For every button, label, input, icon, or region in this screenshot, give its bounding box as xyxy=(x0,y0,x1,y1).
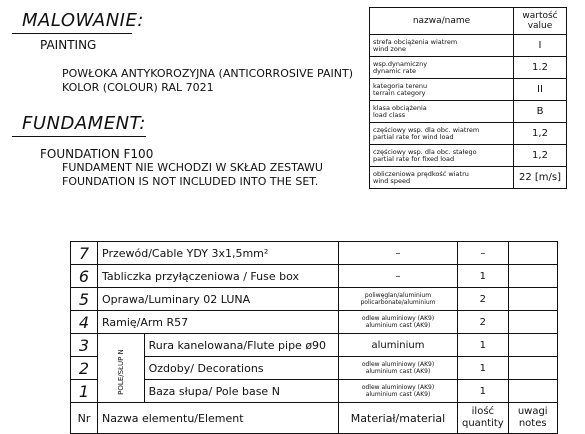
param-label-pl: wsp.dynamiczny xyxy=(373,59,428,68)
param-value: 1,2 xyxy=(514,123,567,145)
part-notes xyxy=(508,311,557,334)
part-material-en: aluminium cast (AK9) xyxy=(365,368,431,375)
part-material xyxy=(339,357,458,380)
part-material-en: aluminium cast (AK9) xyxy=(365,322,431,329)
parts-row xyxy=(71,265,558,288)
part-number: 1 xyxy=(71,380,98,403)
foundation-note-pl: FUNDAMENT NIE WCHODZI W SKŁAD ZESTAWU xyxy=(62,161,323,174)
param-label-en: wind zone xyxy=(373,44,406,53)
header-notes xyxy=(508,403,557,434)
part-number: 6 xyxy=(71,265,98,288)
part-name: Tabliczka przyłączeniowa / Fuse box xyxy=(98,265,339,288)
part-material-pl: poliwęglan/aluminium xyxy=(364,292,432,299)
param-label xyxy=(370,167,514,189)
header-quantity-pl: ilość xyxy=(471,406,495,417)
parts-row xyxy=(71,288,558,311)
param-value: B xyxy=(514,101,567,123)
parts-row xyxy=(71,334,558,357)
design-parameters-table xyxy=(369,7,567,189)
part-name: Przewód/Cable YDY 3x1,5mm² xyxy=(98,242,339,265)
part-name: Oprawa/Luminary 02 LUNA xyxy=(98,288,339,311)
param-label xyxy=(370,101,514,123)
part-material: – xyxy=(339,265,458,288)
param-header-value-en: value xyxy=(527,21,553,31)
part-material-en: aluminium cast (AK9) xyxy=(365,391,431,398)
part-notes xyxy=(508,242,557,265)
header-quantity-en: quantity xyxy=(462,418,504,429)
pole-group-text xyxy=(117,349,125,395)
part-material-pl: odlew aluminiowy (AK9) xyxy=(361,384,435,391)
param-label-pl: kategoria terenu xyxy=(373,81,428,90)
part-name: Rura kanelowana/Flute pipe ø90 xyxy=(144,334,338,357)
header-notes-pl: uwagi xyxy=(517,406,548,417)
param-label xyxy=(370,35,514,57)
param-value: II xyxy=(514,79,567,101)
header-material: Materiał/material xyxy=(339,403,458,434)
part-quantity: 1 xyxy=(458,357,509,380)
param-label xyxy=(370,79,514,101)
painting-title: MALOWANIE: xyxy=(22,10,144,31)
param-header-row xyxy=(370,8,567,35)
painting-coating-line: POWŁOKA ANTYKOROZYJNA (ANTICORROSIVE PAINT) xyxy=(62,67,353,80)
header-nr: Nr xyxy=(71,403,98,434)
part-material-en: policarbonate/aluminium xyxy=(360,299,436,306)
param-header-value-pl: wartość xyxy=(522,11,558,21)
part-number: 3 xyxy=(71,334,98,357)
param-label-en: partial rate for wind load xyxy=(373,132,454,141)
param-row xyxy=(370,57,567,79)
param-label-en: load class xyxy=(373,110,406,119)
part-material xyxy=(339,288,458,311)
param-label xyxy=(370,145,514,167)
part-notes xyxy=(508,288,557,311)
parts-list-table xyxy=(70,241,558,434)
parts-row xyxy=(71,311,558,334)
part-material-pl: odlew aluminiowy (AK9) xyxy=(361,315,435,322)
part-name: Baza słupa/ Pole base N xyxy=(144,380,338,403)
part-notes xyxy=(508,357,557,380)
part-material: aluminium xyxy=(339,334,458,357)
painting-colour-line: KOLOR (COLOUR) RAL 7021 xyxy=(62,81,214,94)
param-header-name: nazwa/name xyxy=(370,8,514,35)
parts-row xyxy=(71,242,558,265)
part-quantity: 1 xyxy=(458,265,509,288)
foundation-note-en: FOUNDATION IS NOT INCLUDED INTO THE SET. xyxy=(62,175,319,188)
param-label-en: terrain category xyxy=(373,88,426,97)
foundation-title-underline xyxy=(12,136,146,137)
param-header-value xyxy=(514,8,567,35)
param-value: I xyxy=(514,35,567,57)
part-notes xyxy=(508,334,557,357)
painting-subtitle: PAINTING xyxy=(40,38,97,52)
part-number: 5 xyxy=(71,288,98,311)
part-number: 2 xyxy=(71,357,98,380)
header-element-name: Nazwa elementu/Element xyxy=(98,403,339,434)
foundation-title: FUNDAMENT: xyxy=(22,113,146,134)
param-label-pl: strefa obciążenia wiatrem xyxy=(373,37,458,46)
part-quantity: – xyxy=(458,242,509,265)
part-material: – xyxy=(339,242,458,265)
param-row xyxy=(370,35,567,57)
part-number: 4 xyxy=(71,311,98,334)
param-label-pl: częściowy wsp. dla obc. stałego xyxy=(373,147,477,156)
part-name: Ramię/Arm R57 xyxy=(98,311,339,334)
pole-letter: N xyxy=(116,348,125,354)
header-quantity xyxy=(458,403,509,434)
param-row xyxy=(370,101,567,123)
param-label xyxy=(370,123,514,145)
parts-header-row xyxy=(71,403,558,434)
pole-group-label xyxy=(98,334,145,403)
param-row xyxy=(370,167,567,189)
param-label xyxy=(370,57,514,79)
part-notes xyxy=(508,380,557,403)
param-label-pl: klasa obciążenia xyxy=(373,103,427,112)
param-value: 22 [m/s] xyxy=(514,167,567,189)
param-label-pl: obliczeniowa prędkość wiatru xyxy=(373,169,469,178)
part-material-pl: odlew aluminiowy (AK9) xyxy=(361,361,435,368)
param-value: 1,2 xyxy=(514,145,567,167)
parts-row xyxy=(71,380,558,403)
part-notes xyxy=(508,265,557,288)
part-quantity: 1 xyxy=(458,380,509,403)
part-quantity: 2 xyxy=(458,311,509,334)
foundation-subtitle: FOUNDATION F100 xyxy=(40,147,154,161)
param-row xyxy=(370,145,567,167)
param-value: 1.2 xyxy=(514,57,567,79)
param-label-en: dynamic rate xyxy=(373,66,417,75)
param-label-en: wind speed xyxy=(373,176,411,185)
part-name: Ozdoby/ Decorations xyxy=(144,357,338,380)
param-row xyxy=(370,123,567,145)
part-material xyxy=(339,311,458,334)
part-quantity: 2 xyxy=(458,288,509,311)
part-quantity: 1 xyxy=(458,334,509,357)
part-number: 7 xyxy=(71,242,98,265)
param-row xyxy=(370,79,567,101)
pole-label: POLE/SŁUP xyxy=(116,356,125,395)
part-material xyxy=(339,380,458,403)
param-label-en: partial rate for fixed load xyxy=(373,154,455,163)
param-label-pl: częściowy wsp. dla obc. wiatrem xyxy=(373,125,480,134)
painting-title-underline xyxy=(12,33,132,34)
header-notes-en: notes xyxy=(518,418,547,429)
